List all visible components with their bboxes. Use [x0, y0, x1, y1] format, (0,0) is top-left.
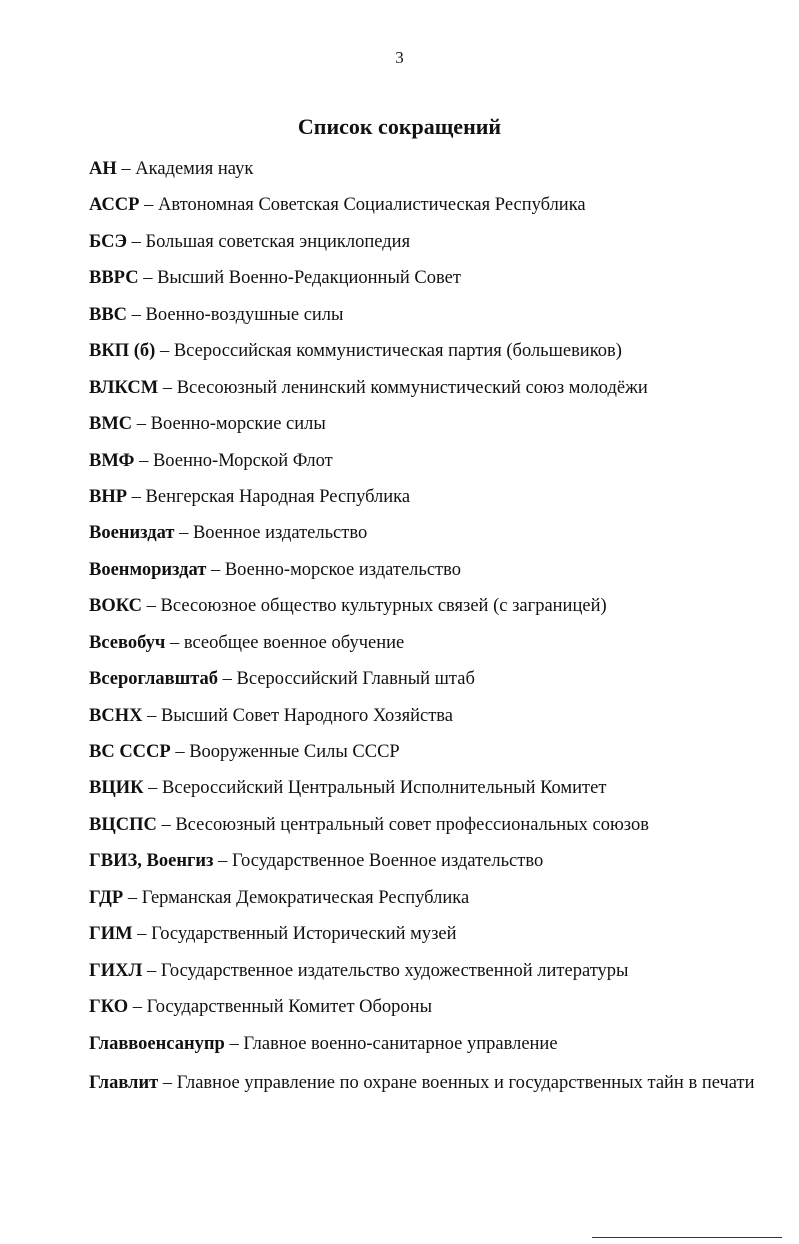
abbreviation-term: Главлит — [89, 1072, 159, 1093]
abbreviation-definition: всеобщее военное обучение — [183, 632, 405, 653]
abbreviation-term: ГДР — [89, 887, 124, 908]
abbreviation-definition: Германская Демократическая Республика — [141, 887, 470, 908]
abbreviation-entry — [89, 773, 759, 809]
abbreviation-entry — [89, 1029, 759, 1065]
abbreviation-definition: Государственный Исторический музей — [151, 924, 457, 945]
separator: – — [127, 486, 146, 507]
abbreviation-definition: Академия наук — [135, 159, 254, 179]
abbreviation-definition: Военно-морские силы — [150, 414, 326, 435]
abbreviation-entry — [89, 154, 759, 190]
separator: – — [134, 450, 153, 471]
separator: – — [142, 705, 161, 726]
abbreviation-definition: Всесоюзный центральный совет профессиональных союзов — [175, 814, 649, 835]
abbreviation-term: ГВИЗ, Военгиз — [89, 851, 214, 872]
abbreviation-definition: Венгерская Народная Республика — [145, 486, 411, 507]
page-title: Список сокращений — [297, 114, 502, 139]
abbreviation-term: Главвоенсанупр — [89, 1033, 225, 1054]
abbreviation-entry — [89, 992, 759, 1028]
abbreviation-entry — [89, 701, 759, 737]
abbreviation-entry — [89, 846, 759, 882]
separator: – — [142, 960, 161, 981]
abbreviation-entry — [89, 263, 759, 299]
abbreviation-term: Всероглавштаб — [89, 669, 219, 690]
abbreviation-term: ВЦИК — [89, 778, 144, 799]
separator: – — [218, 669, 237, 690]
abbreviation-definition: Всесоюзное общество культурных связей (с заграницей) — [160, 596, 607, 617]
separator: – — [132, 924, 152, 945]
abbreviation-entry — [89, 409, 759, 445]
abbreviation-definition: Автономная Советская Социалистическая Республика — [157, 195, 586, 216]
abbreviation-definition: Военно-Морской Флот — [152, 450, 333, 471]
abbreviation-entry — [89, 956, 759, 992]
abbreviation-entry — [89, 628, 759, 664]
abbreviation-definition: Военно-морское издательство — [224, 559, 461, 580]
abbreviation-term: ВВРС — [89, 268, 139, 289]
abbreviation-entry — [89, 482, 759, 518]
abbreviation-definition: Главное управление по охране военных и государственных тайн в печати — [176, 1072, 755, 1093]
abbreviation-definition: Высший Совет Народного Хозяйства — [160, 705, 454, 726]
separator: – — [158, 1072, 177, 1093]
abbreviation-entry — [89, 190, 759, 226]
abbreviation-entry — [89, 336, 759, 372]
abbreviation-entry — [89, 883, 759, 919]
abbreviation-term: ВЦСПС — [89, 814, 157, 835]
separator: – — [123, 887, 142, 908]
abbreviation-entry — [89, 737, 759, 773]
abbreviation-term: Всевобуч — [89, 632, 166, 653]
separator: – — [127, 231, 146, 252]
separator: – — [165, 632, 184, 653]
abbreviation-definition: Высший Военно-Редакционный Совет — [157, 268, 461, 289]
separator: – — [132, 414, 151, 435]
separator: – — [138, 268, 158, 289]
separator: – — [224, 1033, 244, 1054]
abbreviation-term: ВОКС — [89, 596, 143, 617]
abbreviation-term: ГКО — [89, 997, 129, 1018]
separator: – — [142, 596, 161, 617]
abbreviation-term: АН — [89, 159, 117, 179]
abbreviation-term: АССР — [89, 195, 140, 216]
abbreviation-definition: Вооруженные Силы СССР — [189, 742, 400, 762]
separator: – — [127, 304, 146, 325]
abbreviation-entry — [89, 300, 759, 336]
separator: – — [213, 851, 232, 872]
abbreviation-term: ВЛКСМ — [89, 377, 159, 398]
separator: – — [116, 159, 136, 179]
abbreviation-entry — [89, 446, 759, 482]
abbreviation-term: ВНР — [89, 486, 128, 507]
separator: – — [143, 778, 163, 799]
abbreviation-term: ВВС — [89, 304, 128, 325]
separator: – — [139, 195, 158, 216]
abbreviation-definition: Военное издательство — [192, 523, 368, 544]
footnote-divider — [592, 1237, 782, 1238]
abbreviation-term: БСЭ — [89, 231, 128, 252]
abbreviation-term: ВСНХ — [89, 705, 143, 726]
abbreviation-definition: Военно-воздушные силы — [145, 304, 344, 325]
separator: – — [206, 559, 225, 580]
abbreviation-definition: Всероссийский Главный штаб — [236, 669, 475, 690]
abbreviation-definition: Большая советская энциклопедия — [145, 231, 411, 252]
separator: – — [170, 742, 190, 762]
separator: – — [174, 523, 193, 544]
separator: – — [128, 997, 147, 1018]
abbreviation-term: ВС СССР — [89, 742, 171, 762]
page-number: 3 — [395, 48, 404, 67]
abbreviation-term: ВМФ — [89, 450, 135, 471]
abbreviation-definition: Всероссийская коммунистическая партия (большевиков) — [173, 341, 622, 362]
abbreviation-entry — [89, 227, 759, 263]
abbreviation-term: Военмориздат — [89, 559, 207, 580]
abbreviation-term: ГИХЛ — [89, 960, 143, 981]
abbreviation-entry — [89, 518, 759, 554]
abbreviation-entry — [89, 664, 759, 700]
abbreviation-entry — [89, 591, 759, 627]
abbreviation-term: ВКП (б) — [89, 341, 156, 362]
separator: – — [155, 341, 174, 362]
abbreviation-definition: Всероссийский Центральный Исполнительный Комитет — [162, 778, 607, 799]
abbreviation-entry — [89, 919, 759, 955]
separator: – — [158, 377, 177, 398]
abbreviation-definition: Главное военно-санитарное управление — [243, 1033, 558, 1054]
abbreviation-list — [89, 154, 759, 1102]
abbreviation-term: Воениздат — [89, 523, 175, 544]
abbreviation-entry — [89, 555, 759, 591]
abbreviation-entry — [89, 1065, 759, 1102]
abbreviation-entry — [89, 810, 759, 846]
abbreviation-term: ГИМ — [89, 924, 133, 945]
abbreviation-definition: Государственное Военное издательство — [231, 851, 544, 872]
abbreviation-entry — [89, 373, 759, 409]
separator: – — [156, 814, 176, 835]
abbreviation-definition: Государственное издательство художественной литературы — [160, 960, 629, 981]
abbreviation-definition: Государственный Комитет Обороны — [146, 997, 433, 1018]
abbreviation-definition: Всесоюзный ленинский коммунистический союз молодёжи — [176, 377, 648, 398]
abbreviation-term: ВМС — [89, 414, 133, 435]
